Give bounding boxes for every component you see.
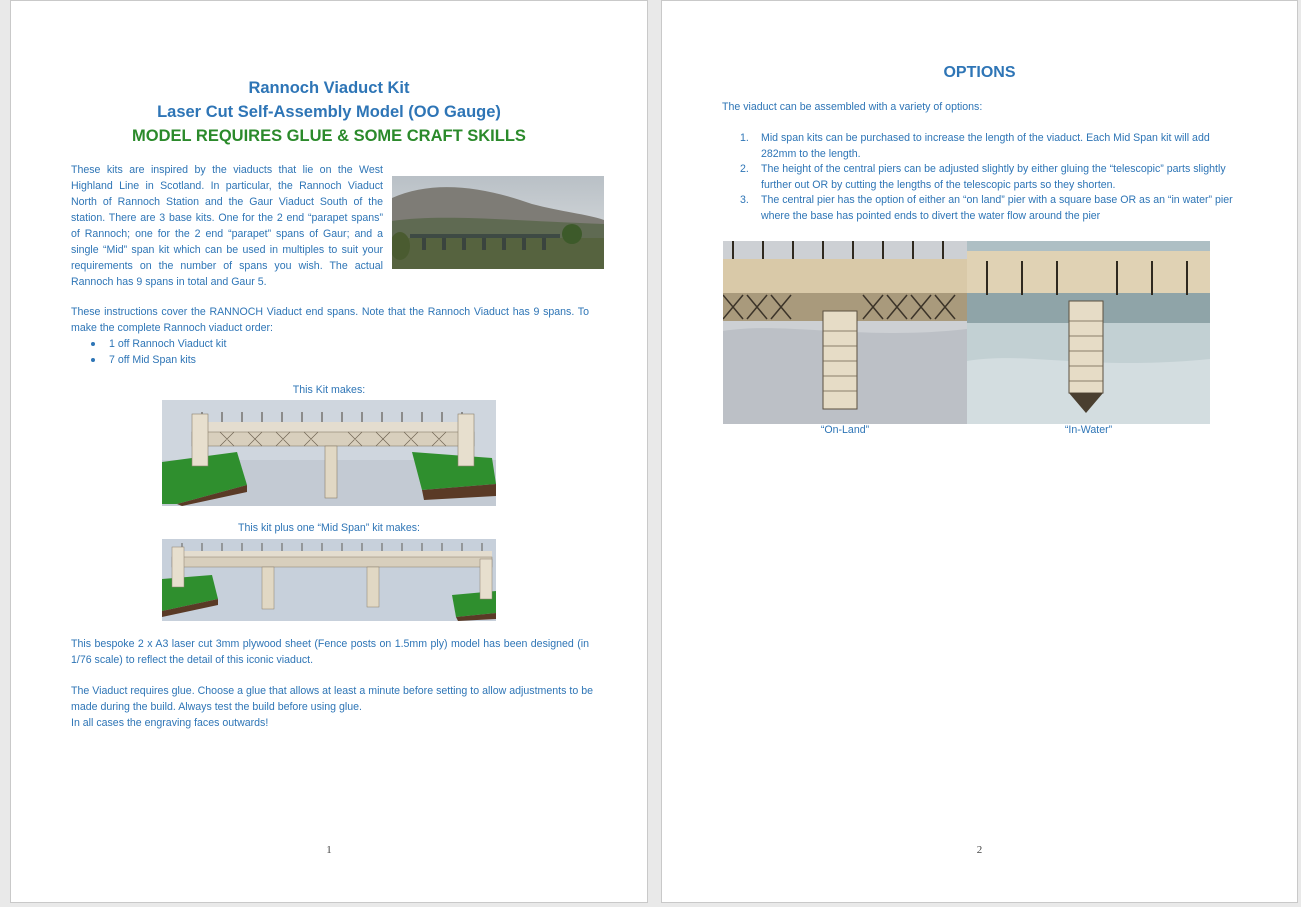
in-water-caption: “In-Water” — [1064, 424, 1113, 436]
viaduct-landscape-photo — [392, 176, 604, 269]
on-land-caption: “On-Land” — [820, 424, 870, 436]
bullet-icon — [91, 342, 95, 346]
glue-paragraph: The Viaduct requires glue. Choose a glue that allows at least a minute before setting to allow adjustments to be made during the build. Always test the build before using glue. — [71, 685, 593, 713]
on-land-pier-photo — [723, 241, 967, 424]
options-list — [722, 131, 1244, 224]
page-number: 1 — [326, 844, 332, 856]
page-number: 2 — [976, 844, 983, 856]
in-water-pier-photo — [967, 241, 1210, 424]
model-end-spans-photo — [162, 400, 496, 506]
bespoke-paragraph: This bespoke 2 x A3 laser cut 3mm plywood sheet (Fence posts on 1.5mm ply) model has been designed (in 1/76 scale) to reflect the detail of this iconic viaduct. — [71, 638, 589, 666]
order-list — [71, 336, 471, 368]
options-intro: The viaduct can be assembled with a variety of options: — [722, 101, 983, 113]
options-heading: OPTIONS — [943, 64, 1016, 81]
mid-span-caption: This kit plus one “Mid Span” kit makes: — [238, 522, 420, 534]
document-page-2 — [661, 0, 1298, 903]
list-item: 3. The central pier has the option of either an “on land” pier with a square base OR as an “in water” pier where the base has pointed ends to divert the water flow around the pier — [740, 194, 1233, 222]
kit-title: Rannoch Viaduct Kit — [248, 79, 410, 97]
list-item: 1 off Rannoch Viaduct kit — [71, 336, 471, 352]
instructions-paragraph: These instructions cover the RANNOCH Viaduct end spans. Note that the Rannoch Viaduct has 9 spans. To make the complete Rannoch viaduct order: — [71, 306, 589, 334]
list-item: 7 off Mid Span kits — [71, 352, 471, 368]
list-item: 2. The height of the central piers can be adjusted slightly by either gluing the “telescopic” parts slightly further out OR by cutting the lengths of the telescopic parts so they shorten. — [740, 163, 1226, 191]
glue-warning-heading: MODEL REQUIRES GLUE & SOME CRAFT SKILLS — [132, 127, 526, 145]
document-page-1 — [10, 0, 648, 903]
engraving-note: In all cases the engraving faces outwards! — [71, 717, 269, 729]
bullet-icon — [91, 358, 95, 362]
model-with-mid-span-photo — [162, 539, 496, 621]
kit-makes-caption: This Kit makes: — [292, 384, 366, 396]
intro-paragraph: These kits are inspired by the viaducts that lie on the West Highland Line in Scotland. In particular, the Rannoch Viaduct North of Rannoch Station and the Gaur Viaduct South of the station. There are 3 base kits. One for the 2 end “parapet spans” of Rannoch; one for the 2 end “parapet” spans of Gaur; and a single “Mid” span kit which can be used in multiples to suit your requirements on the number of spans you wish. The actual Rannoch has 9 spans in total and Gaur 5. — [71, 164, 383, 288]
kit-subtitle: Laser Cut Self-Assembly Model (OO Gauge) — [157, 103, 501, 121]
list-item: 1. Mid span kits can be purchased to increase the length of the viaduct. Each Mid Span kit will add 282mm to the length. — [740, 132, 1210, 160]
